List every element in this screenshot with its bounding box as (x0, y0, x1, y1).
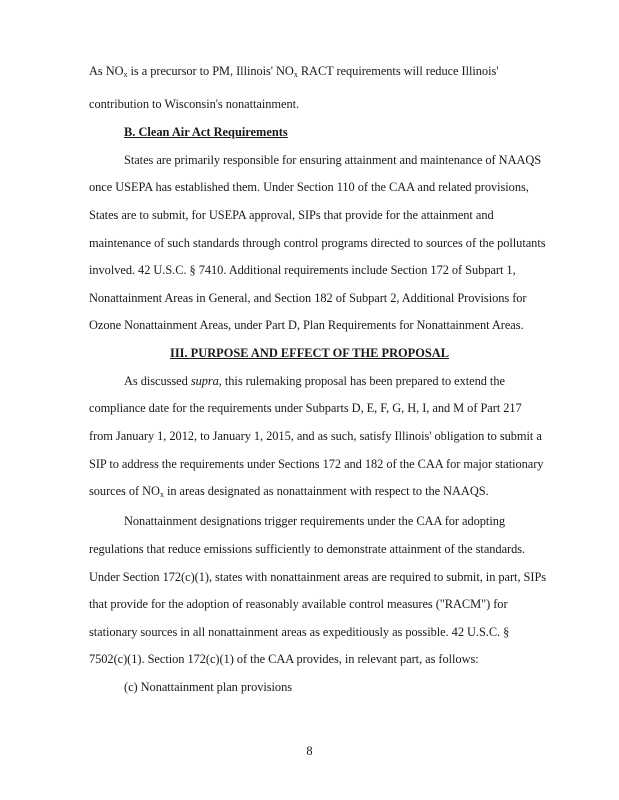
intro-line-1: As $NO_x$ is a precursor to PM, Illinois' $NO_x$ RACT requirements will reduce Illinois' (89, 64, 499, 79)
section-iii-p1-last-line: sources of $NO_x$ in areas designated as nonattainment with respect to the NAAQS. (89, 484, 489, 499)
section-iii-p2-line: regulations that reduce emissions sufficiently to demonstrate attainment of the standards. (89, 542, 526, 556)
section-iii-p2-line: Nonattainment designations trigger requirements under the CAA for adopting (124, 514, 506, 528)
section-b-line: maintenance of such standards through control programs directed to sources of the pollutants (89, 236, 546, 250)
section-iii-p1-line: SIP to address the requirements under Sections 172 and 182 of the CAA for major stationary (89, 457, 544, 471)
section-iii-p1-line: from January 1, 2012, to January 1, 2015, and as such, satisfy Illinois' obligation to submit a (89, 429, 542, 443)
section-iii-p2-line: 7502(c)(1). Section 172(c)(1) of the CAA provides, in relevant part, as follows: (89, 652, 479, 666)
page-number: 8 (306, 744, 313, 758)
section-iii-p2-line: Under Section 172(c)(1), states with nonattainment areas are required to submit, in part, SIPs (89, 570, 547, 584)
section-iii-heading: III. PURPOSE AND EFFECT OF THE PROPOSAL (170, 346, 449, 360)
intro-line-2: contribution to Wisconsin's nonattainment. (89, 97, 300, 111)
section-iii-p2-line: stationary sources in all nonattainment areas as expeditiously as possible. 42 U.S.C. § (89, 625, 510, 639)
section-b-line: Ozone Nonattainment Areas, under Part D, Plan Requirements for Nonattainment Areas. (89, 318, 524, 332)
section-iii-p2-line: that provide for the adoption of reasonably available control measures ("RACM") for (89, 597, 508, 611)
section-b-line: involved. 42 U.S.C. § 7410. Additional requirements include Section 172 of Subpart 1, (89, 263, 516, 277)
section-b-line: States are primarily responsible for ensuring attainment and maintenance of NAAQS (124, 153, 542, 167)
section-b-line: once USEPA has established them. Under Section 110 of the CAA and related provisions, (89, 180, 529, 194)
quote-heading: (c) Nonattainment plan provisions (124, 680, 292, 694)
section-iii-p1-line-1: As discussed supra, this rulemaking proposal has been prepared to extend the (124, 374, 505, 388)
section-iii-p1-line: compliance date for the requirements under Subparts D, E, F, G, H, I, and M of Part 217 (89, 401, 522, 415)
section-b-line: States are to submit, for USEPA approval, SIPs that provide for the attainment and (89, 208, 494, 222)
section-b-heading: B. Clean Air Act Requirements (124, 125, 288, 139)
section-b-line: Nonattainment Areas in General, and Section 182 of Subpart 2, Additional Provisions for (89, 291, 527, 305)
